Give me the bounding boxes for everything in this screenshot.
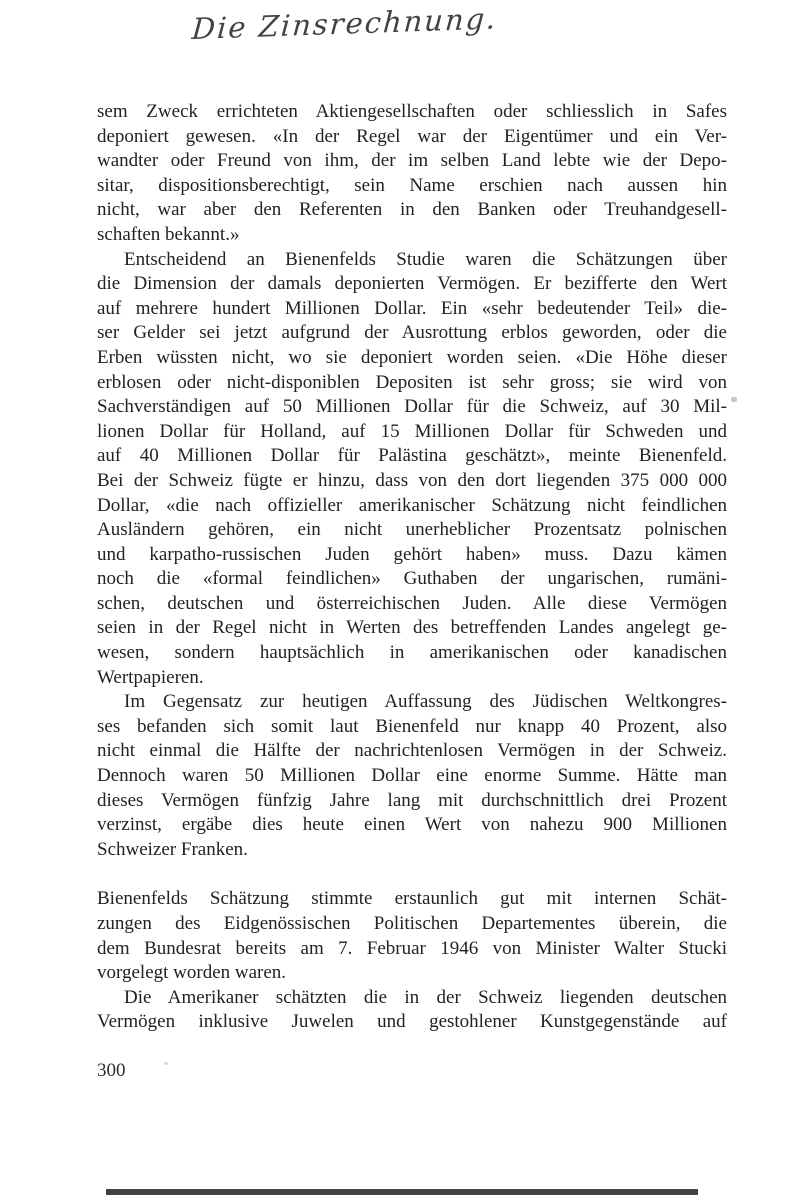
text-line: vorgelegt worden waren. (97, 962, 287, 984)
text-line: seien in der Regel nicht in Werten des betreffenden Landes angelegt ge- (97, 617, 727, 639)
text-line: Die Amerikaner schätzten die in der Schweiz liegenden deutschen (124, 986, 727, 1008)
text-line: Im Gegensatz zur heutigen Auffassung des Jüdischen Weltkongres- (124, 691, 727, 713)
text-line: Entscheidend an Bienenfelds Studie waren die Schätzungen über (124, 248, 727, 270)
text-line: deponiert gewesen. «In der Regel war der Eigentümer und ein Ver- (97, 125, 727, 147)
section-gap (97, 862, 727, 887)
text-line: Vermögen inklusive Juwelen und gestohlener Kunstgegenstände auf (97, 1011, 727, 1033)
scan-speck (164, 1062, 168, 1065)
text-line: Erben wüssten nicht, wo sie deponiert worden seien. «Die Höhe dieser (97, 346, 727, 368)
scan-speck (731, 397, 737, 402)
text-line: Wertpapieren. (97, 666, 204, 688)
text-line: auf 40 Millionen Dollar für Palästina geschätzt», meinte Bienenfeld. (97, 445, 727, 467)
text-line: verzinst, ergäbe dies heute einen Wert von nahezu 900 Millionen (97, 814, 727, 836)
text-line: wesen, sondern hauptsächlich in amerikanischen oder kanadischen (97, 642, 727, 664)
text-line: Bei der Schweiz fügte er hinzu, dass von den dort liegenden 375 000 000 (97, 469, 727, 491)
text-line: wandter oder Freund von ihm, der im selben Land lebte wie der Depo- (97, 150, 727, 172)
scan-edge-artifact (106, 1189, 698, 1195)
text-line: erblosen oder nicht-disponiblen Depositen ist sehr gross; sie wird von (97, 371, 727, 393)
text-line: nicht einmal die Hälfte der nachrichtenlosen Vermögen in der Schweiz. (97, 740, 727, 762)
text-line: Bienenfelds Schätzung stimmte erstaunlich gut mit internen Schät- (97, 888, 727, 910)
text-line: dem Bundesrat bereits am 7. Februar 1946 von Minister Walter Stucki (97, 937, 727, 959)
text-line: und karpatho-russischen Juden gehört haben» muss. Dazu kämen (97, 543, 727, 565)
text-line: noch die «formal feindlichen» Guthaben der ungarischen, rumäni- (97, 568, 727, 590)
text-line: ser Gelder sei jetzt aufgrund der Ausrottung erblos geworden, oder die (97, 322, 727, 344)
text-line: sem Zweck errichteten Aktiengesellschaften oder schliesslich in Safes (97, 101, 727, 122)
text-line: schaften bekannt.» (97, 223, 240, 245)
text-line: Schweizer Franken. (97, 838, 248, 860)
text-line: lionen Dollar für Holland, auf 15 Millionen Dollar für Schweden und (97, 420, 727, 442)
text-line: dieses Vermögen fünfzig Jahre lang mit durchschnittlich drei Prozent (97, 789, 727, 811)
text-line: Dollar, «die nach offizieller amerikanischer Schätzung nicht feindlichen (97, 494, 727, 516)
text-line: Sachverständigen auf 50 Millionen Dollar für die Schweiz, auf 30 Mil- (97, 396, 727, 418)
handwritten-annotation: Die Zinsrechnung. (190, 1, 499, 47)
text-line: auf mehrere hundert Millionen Dollar. Ein «sehr bedeutender Teil» die- (97, 297, 727, 319)
text-line: ses befanden sich somit laut Bienenfeld nur knapp 40 Prozent, also (97, 715, 727, 737)
body-text-block (97, 100, 727, 1035)
text-line: schen, deutschen und österreichischen Juden. Alle diese Vermögen (97, 592, 727, 614)
text-line: Dennoch waren 50 Millionen Dollar eine enorme Summe. Hätte man (97, 765, 727, 787)
text-line: Ausländern gehören, ein nicht unerheblicher Prozentsatz polnischen (97, 519, 727, 541)
page-number: 300 (97, 1060, 126, 1081)
text-line: nicht, war aber den Referenten in den Banken oder Treuhandgesell- (97, 199, 727, 221)
text-line: die Dimension der damals deponierten Vermögen. Er bezifferte den Wert (97, 273, 727, 295)
text-line: zungen des Eidgenössischen Politischen Departementes überein, die (97, 913, 727, 934)
text-line: sitar, dispositionsberechtigt, sein Name erschien nach aussen hin (97, 174, 727, 196)
